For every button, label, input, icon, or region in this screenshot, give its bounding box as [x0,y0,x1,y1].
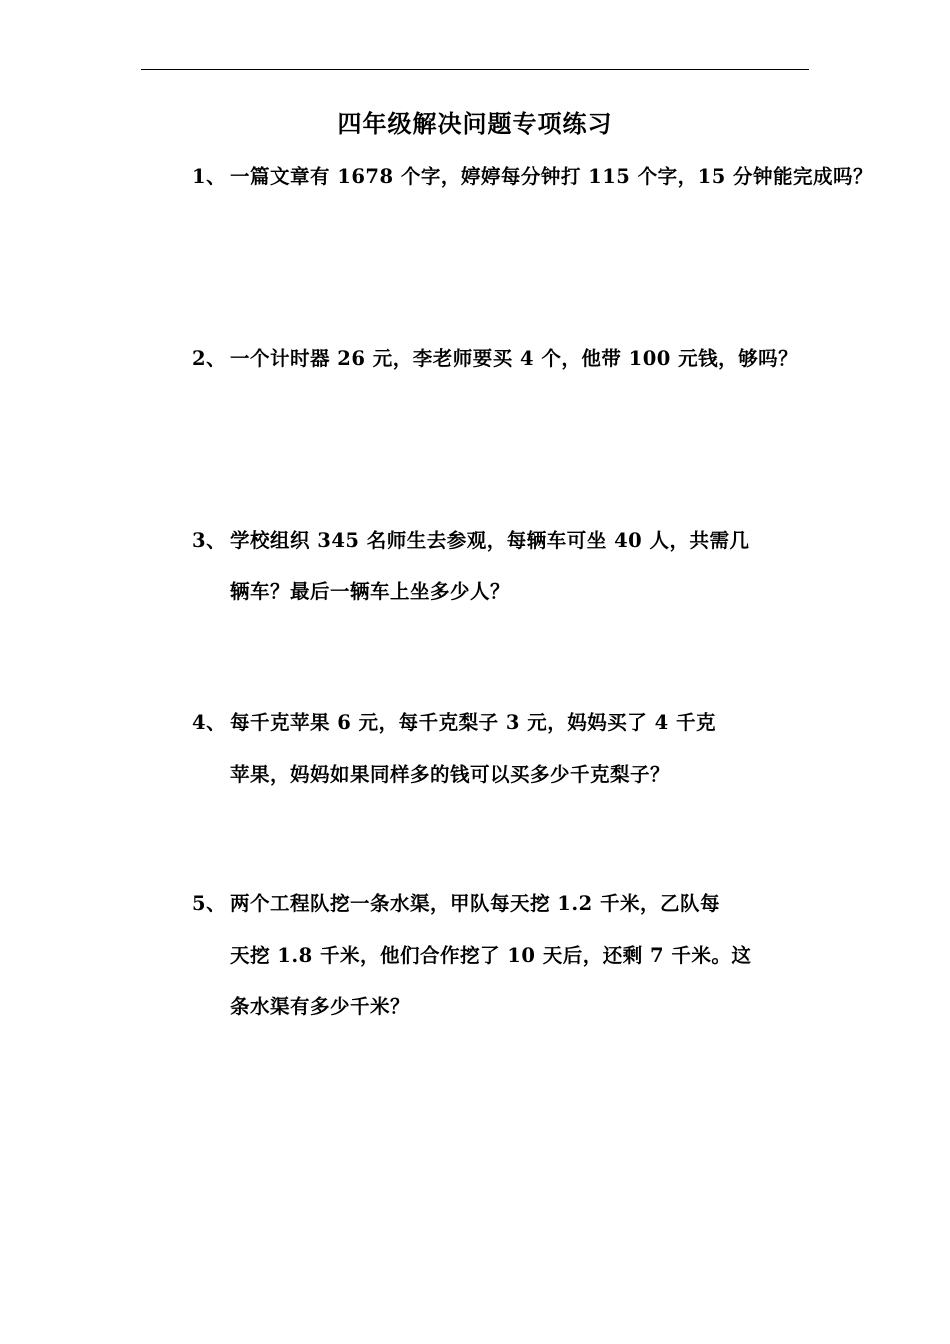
problem-text-line: 学校组织 345 名师生去参观，每辆车可坐 40 人，共需几 [230,529,750,552]
problem-text-line: 一个计时器 26 元，李老师要买 4 个，他带 100 元钱，够吗？ [230,347,799,370]
problem-number: 3、 [192,529,227,552]
problem-text-line: 苹果，妈妈如果同样多的钱可以买多少千克梨子？ [230,763,671,786]
header-rule [141,69,809,70]
problem-text-line: 辆车？最后一辆车上坐多少人？ [230,580,511,603]
problem-text-line: 两个工程队挖一条水渠，甲队每天挖 1.2 千米，乙队每 [230,892,721,915]
problem-text-line: 天挖 1.8 千米，他们合作挖了 10 天后，还剩 7 千米。这 [230,944,752,967]
problem-number: 4、 [192,711,227,734]
problem-number: 2、 [192,347,227,370]
problem-number: 5、 [192,892,227,915]
problem-text-line: 一篇文章有 1678 个字，婷婷每分钟打 115 个字，15 分钟能完成吗？ [230,165,874,188]
problem-text-line: 条水渠有多少千米？ [230,995,411,1018]
problem-number: 1、 [192,165,227,188]
page-title: 四年级解决问题专项练习 [337,109,613,138]
problem-text-line: 每千克苹果 6 元，每千克梨子 3 元，妈妈买了 4 千克 [230,711,716,734]
